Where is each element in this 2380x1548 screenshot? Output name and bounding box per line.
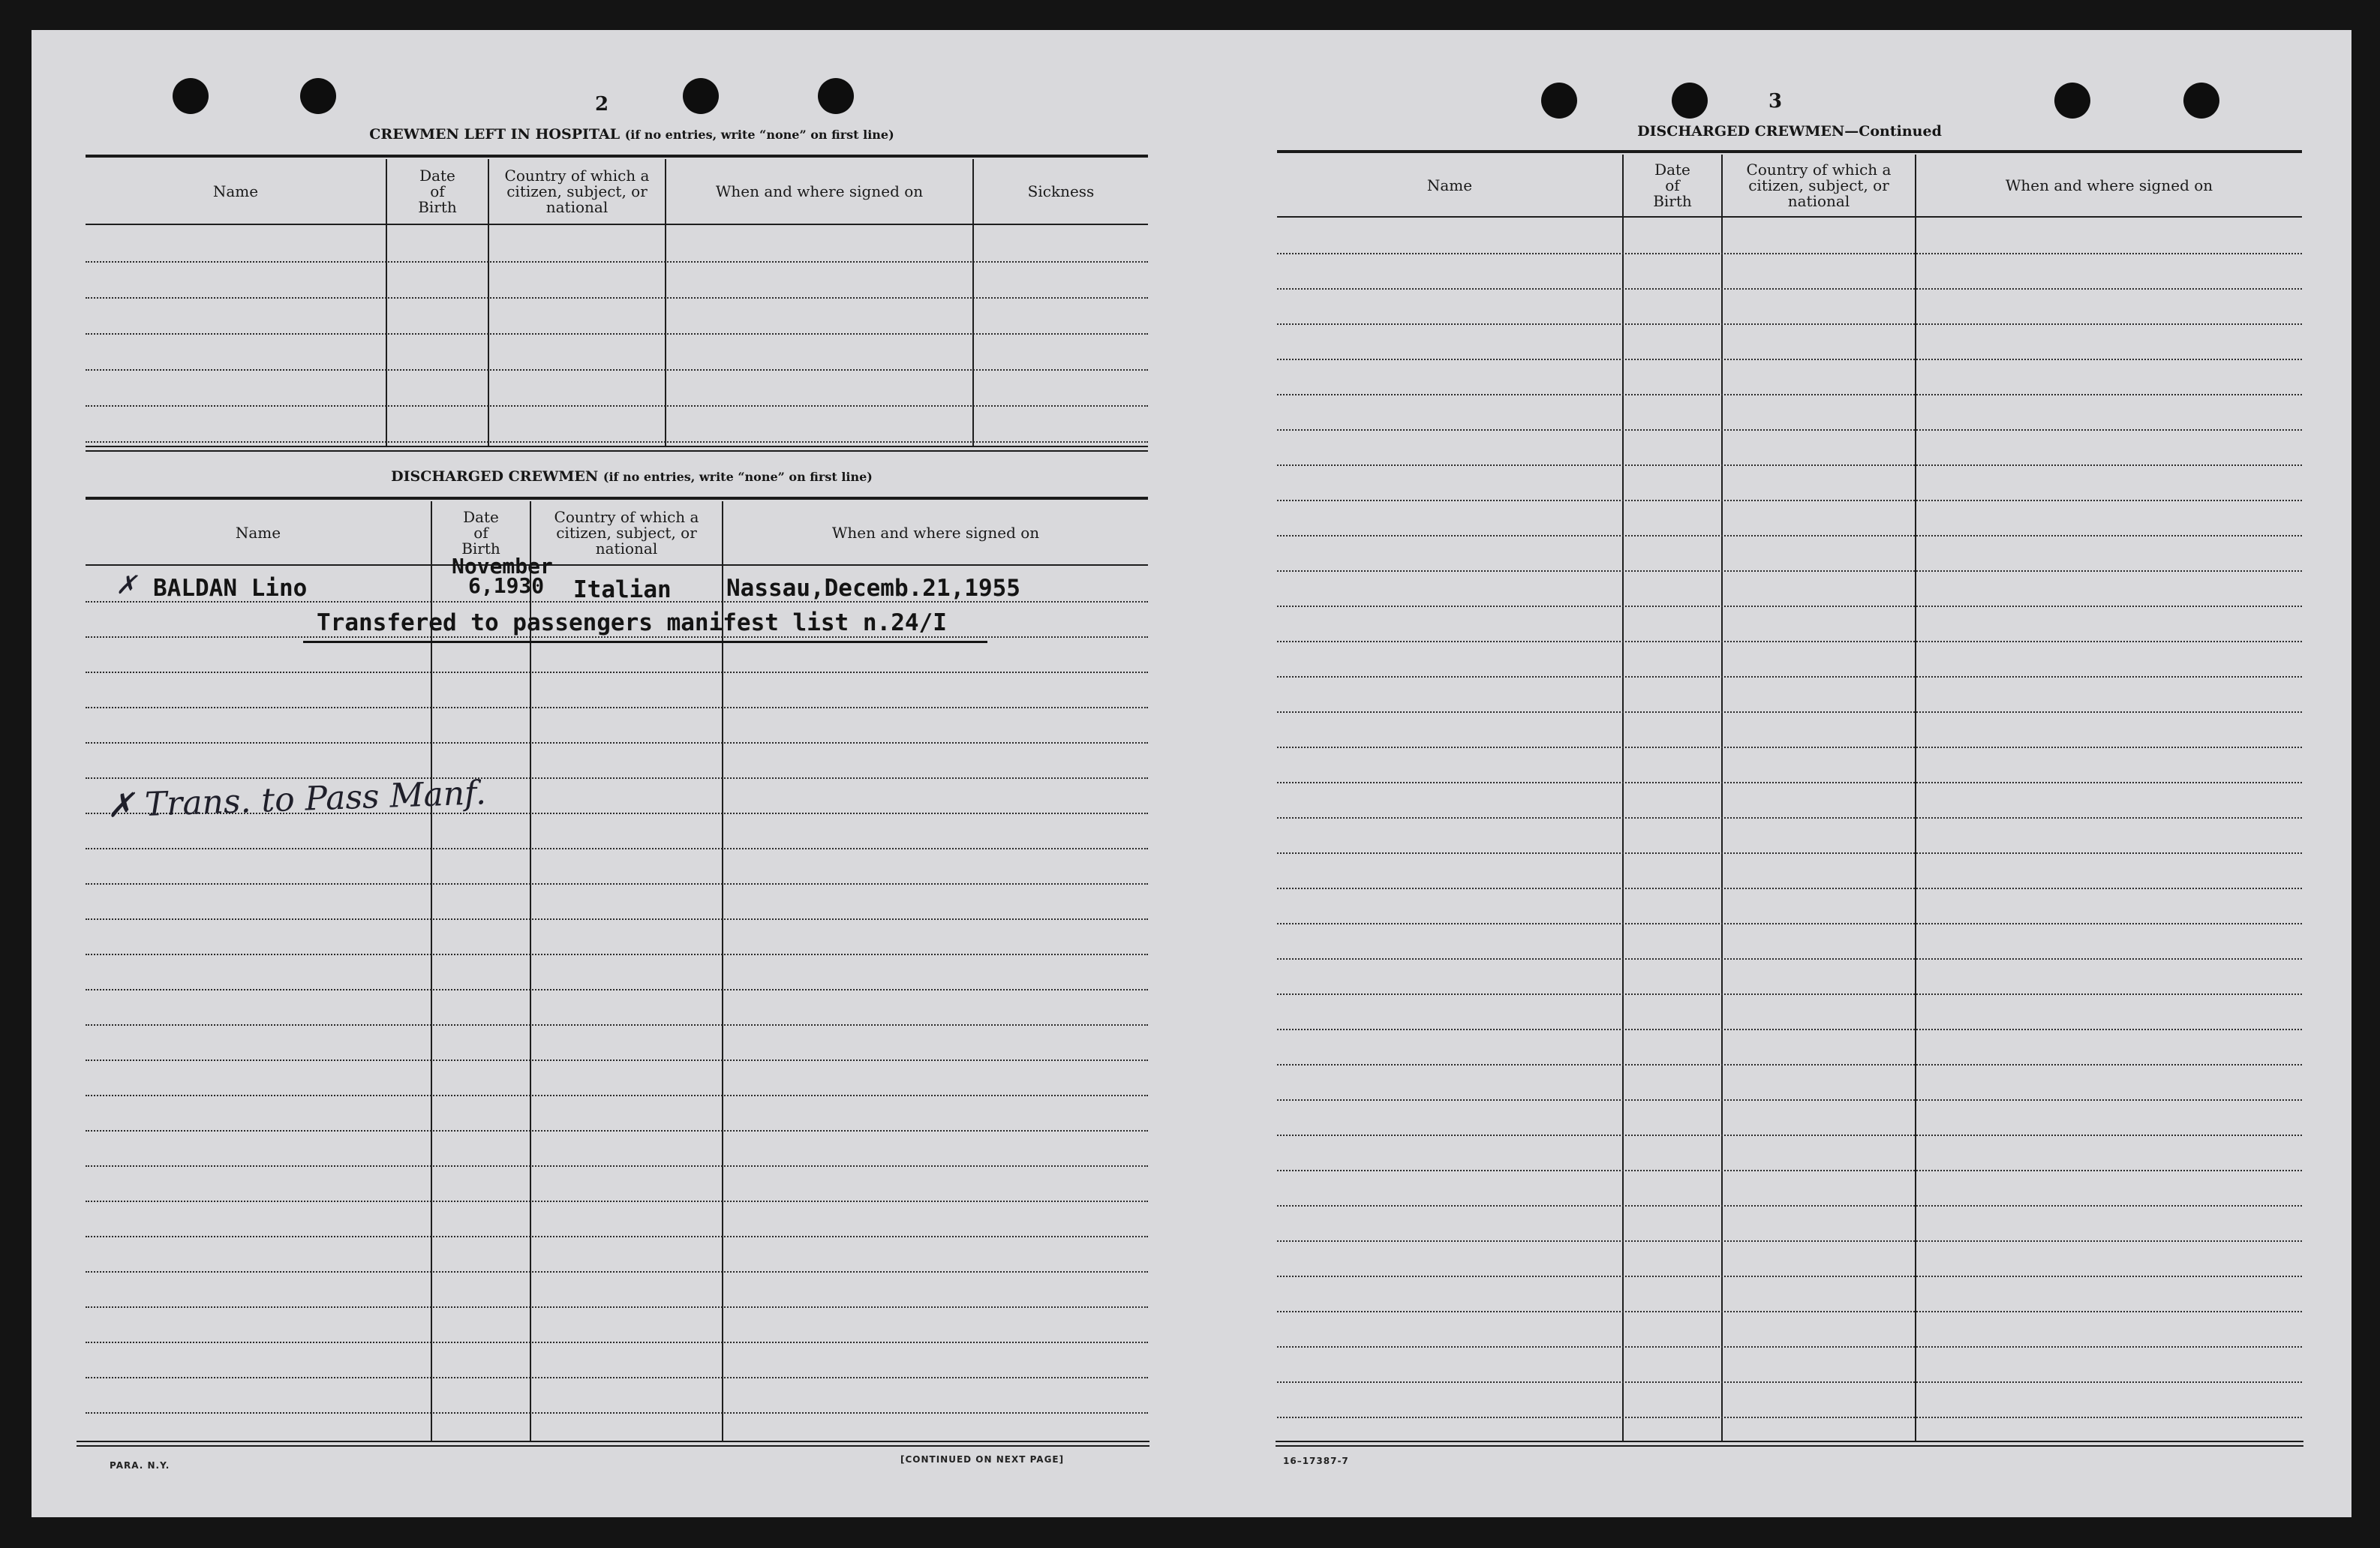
discharged-bottom-rule [77,1441,1149,1442]
col-header-country: Country of which a citizen, subject, or national [504,166,650,216]
ruled-line [86,1130,1148,1132]
ruled-line [86,883,1148,885]
ruled-line [86,369,1148,371]
ruled-line [86,1342,1148,1343]
crewman-name: BALDAN Lino [153,575,308,602]
ruled-line [86,848,1148,849]
ruled-line [1277,852,2302,854]
right-page [1202,30,2351,1517]
ruled-line [86,1412,1148,1414]
ruled-line [1277,429,2302,431]
col-header-country: Country of which a citizen, subject, or national [1746,160,1892,210]
discharged-table [86,501,1148,1441]
discharged-continued-title: DISCHARGED CREWMEN—Continued [1637,123,1942,140]
ruled-line [86,333,1148,335]
ruled-line [1277,1276,2302,1277]
ruled-line [1277,1170,2302,1171]
hospital-rows [86,225,1148,446]
ruled-line [1277,464,2302,466]
right-bottom-rule [1276,1441,2303,1442]
handwritten-check-mark: ✗ [116,570,137,600]
ruled-line [1277,993,2302,995]
hospital-table [86,159,1148,446]
ruled-line [1277,1417,2302,1418]
ruled-line [86,405,1148,407]
footer-printer: PARA. N.Y. [110,1460,170,1471]
discharged-continued-rows [1277,218,2302,1441]
col-header-date-of-birth: Date of Birth [461,507,500,558]
col-header-signed-on: When and where signed on [715,182,924,200]
ruled-line [1277,359,2302,360]
ruled-line [1277,1135,2302,1136]
ruled-line [1277,1029,2302,1030]
col-header-name: Name [212,182,259,200]
ruled-line [86,918,1148,920]
ruled-line [86,777,1148,779]
ruled-line [1277,1381,2302,1383]
ruled-line [1277,747,2302,748]
document-sheet [32,30,2351,1517]
ruled-line [1277,1346,2302,1348]
ruled-line [1277,888,2302,889]
right-top-rule [1277,150,2302,153]
ruled-line [1277,1311,2302,1312]
ruled-line [1277,288,2302,290]
ruled-line [86,1165,1148,1167]
ruled-line [1277,1064,2302,1066]
ruled-line [86,1236,1148,1237]
crewman-country: Italian [573,576,672,603]
col-header-date-of-birth: Date of Birth [418,166,457,216]
footer-continued: [CONTINUED ON NEXT PAGE] [900,1454,1065,1465]
ruled-line [86,707,1148,708]
discharged-continued-table [1277,155,2302,1441]
ruled-line [1277,641,2302,642]
ruled-line [1277,817,2302,819]
ruled-line [86,1201,1148,1202]
ruled-line [86,297,1148,299]
crewman-signed-on: Nassau,Decemb.21,1955 [726,575,1020,602]
ruled-line [86,261,1148,263]
ruled-line [1277,782,2302,783]
ruled-line [86,989,1148,990]
col-header-signed-on: When and where signed on [2005,176,2213,194]
discharged-section-title: DISCHARGED CREWMEN (if no entries, write “none” on first line) [391,468,873,485]
hospital-section-title: CREWMEN LEFT IN HOSPITAL (if no entries, write “none” on first line) [369,126,894,143]
ruled-line [1277,958,2302,960]
ruled-line [86,1060,1148,1061]
hospital-bottom-rule [86,446,1148,447]
col-header-name: Name [235,523,281,542]
ruled-line [1277,323,2302,325]
ruled-line [1277,676,2302,678]
ruled-line [86,1024,1148,1026]
ruled-line [86,1271,1148,1273]
footer-form-number: 16–17387-7 [1283,1456,1349,1466]
page-number: 3 [1768,90,1783,113]
ruled-line [1277,711,2302,713]
ruled-line [86,742,1148,744]
ruled-line [1277,500,2302,501]
col-header-signed-on: When and where signed on [831,523,1040,542]
ruled-line [86,1095,1148,1096]
ruled-line [86,636,1148,638]
ruled-line [1277,1099,2302,1101]
page-number: 2 [594,93,609,116]
ruled-line [1277,570,2302,572]
ruled-line [1277,394,2302,395]
ruled-line [86,672,1148,673]
col-header-sickness: Sickness [1027,182,1095,200]
discharged-rows [86,566,1148,1441]
ruled-line [86,441,1148,443]
transfer-note-underline [303,641,987,643]
col-header-country: Country of which a citizen, subject, or national [554,507,699,558]
discharged-top-rule [86,497,1148,500]
transfer-note: Transfered to passengers manifest list n.24/I [317,609,947,636]
hospital-top-rule [86,155,1148,158]
ruled-line [1277,923,2302,924]
ruled-line [86,954,1148,955]
crewman-birth-month: November [452,554,553,579]
ruled-line [86,1377,1148,1378]
left-page [32,30,1187,1517]
crewman-birth-date: 6,1930 [468,573,545,598]
ruled-line [1277,535,2302,537]
ruled-line [1277,1240,2302,1242]
col-header-date-of-birth: Date of Birth [1653,160,1692,210]
ruled-line [1277,253,2302,254]
handwritten-transfer-note: ✗ Trans. to Pass Manf. [106,774,487,825]
ruled-line [1277,1205,2302,1207]
ruled-line [1277,606,2302,607]
ruled-line [86,1306,1148,1308]
col-header-name: Name [1426,176,1473,194]
